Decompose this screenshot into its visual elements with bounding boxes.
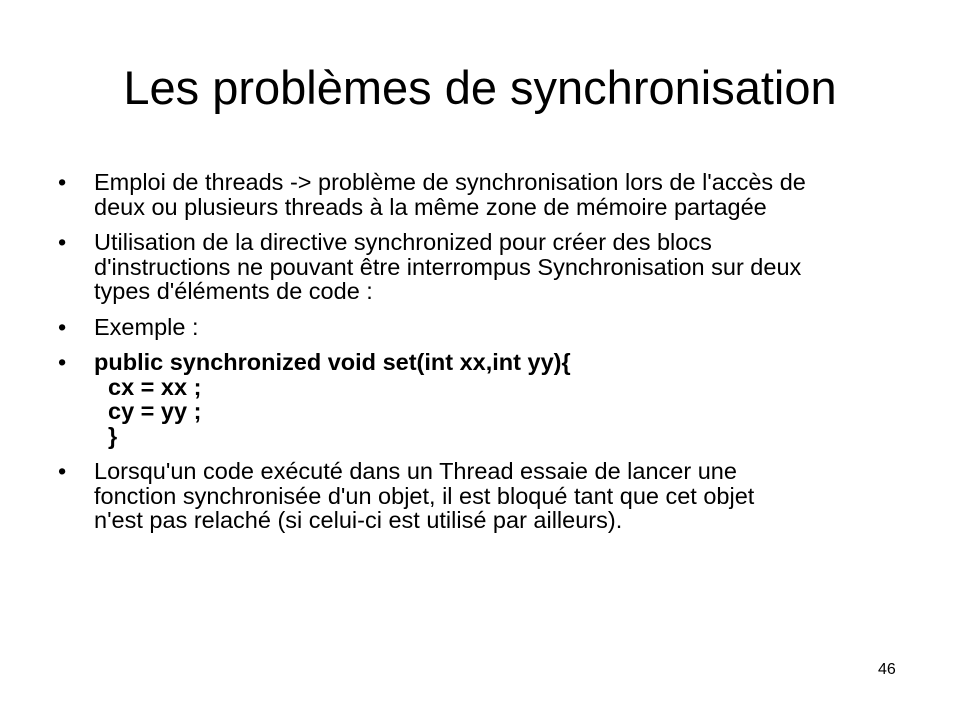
bullet-point: • <box>58 349 67 375</box>
bullet-point: • <box>58 229 67 255</box>
bullet-text-line: fonction synchronisée d'un objet, il est bloqué tant que cet objet <box>94 482 755 509</box>
bullet-text-line: Emploi de threads -> problème de synchronisation lors de l'accès de <box>94 169 806 195</box>
bullet-point: • <box>58 458 67 484</box>
bullet-point: • <box>58 313 67 340</box>
code-line-closing-brace: } <box>108 422 118 449</box>
bullet-text-line: deux ou plusieurs threads à la même zone de mémoire partagée <box>94 193 767 220</box>
code-line-signature: public synchronized void set(int xx,int yy){ <box>94 349 571 375</box>
code-line-body: cy = yy ; <box>108 398 202 424</box>
bullet-item-synchronized <box>58 230 908 304</box>
bullet-item-blocking <box>58 459 908 533</box>
bullet-item-threads <box>58 170 908 219</box>
bullet-text-line: Exemple : <box>94 313 199 340</box>
bullet-point: • <box>58 169 67 195</box>
code-line-body: cx = xx ; <box>108 373 202 400</box>
slide-title: Les problèmes de synchronisation <box>123 61 837 114</box>
bullet-text-line: Lorsqu'un code exécuté dans un Thread essaie de lancer une <box>94 458 737 484</box>
bullet-list <box>58 170 908 544</box>
bullet-text-line: Utilisation de la directive synchronized pour créer des blocs <box>94 229 712 255</box>
page-number: 46 <box>878 661 896 678</box>
bullet-text-line: n'est pas relaché (si celui-ci est utilisé par ailleurs). <box>94 507 623 533</box>
bullet-text-line: types d'éléments de code : <box>94 278 373 304</box>
bullet-item-code-example <box>58 350 908 448</box>
bullet-item-example <box>58 315 908 340</box>
bullet-text-line: d'instructions ne pouvant être interrompus Synchronisation sur deux <box>94 253 802 280</box>
